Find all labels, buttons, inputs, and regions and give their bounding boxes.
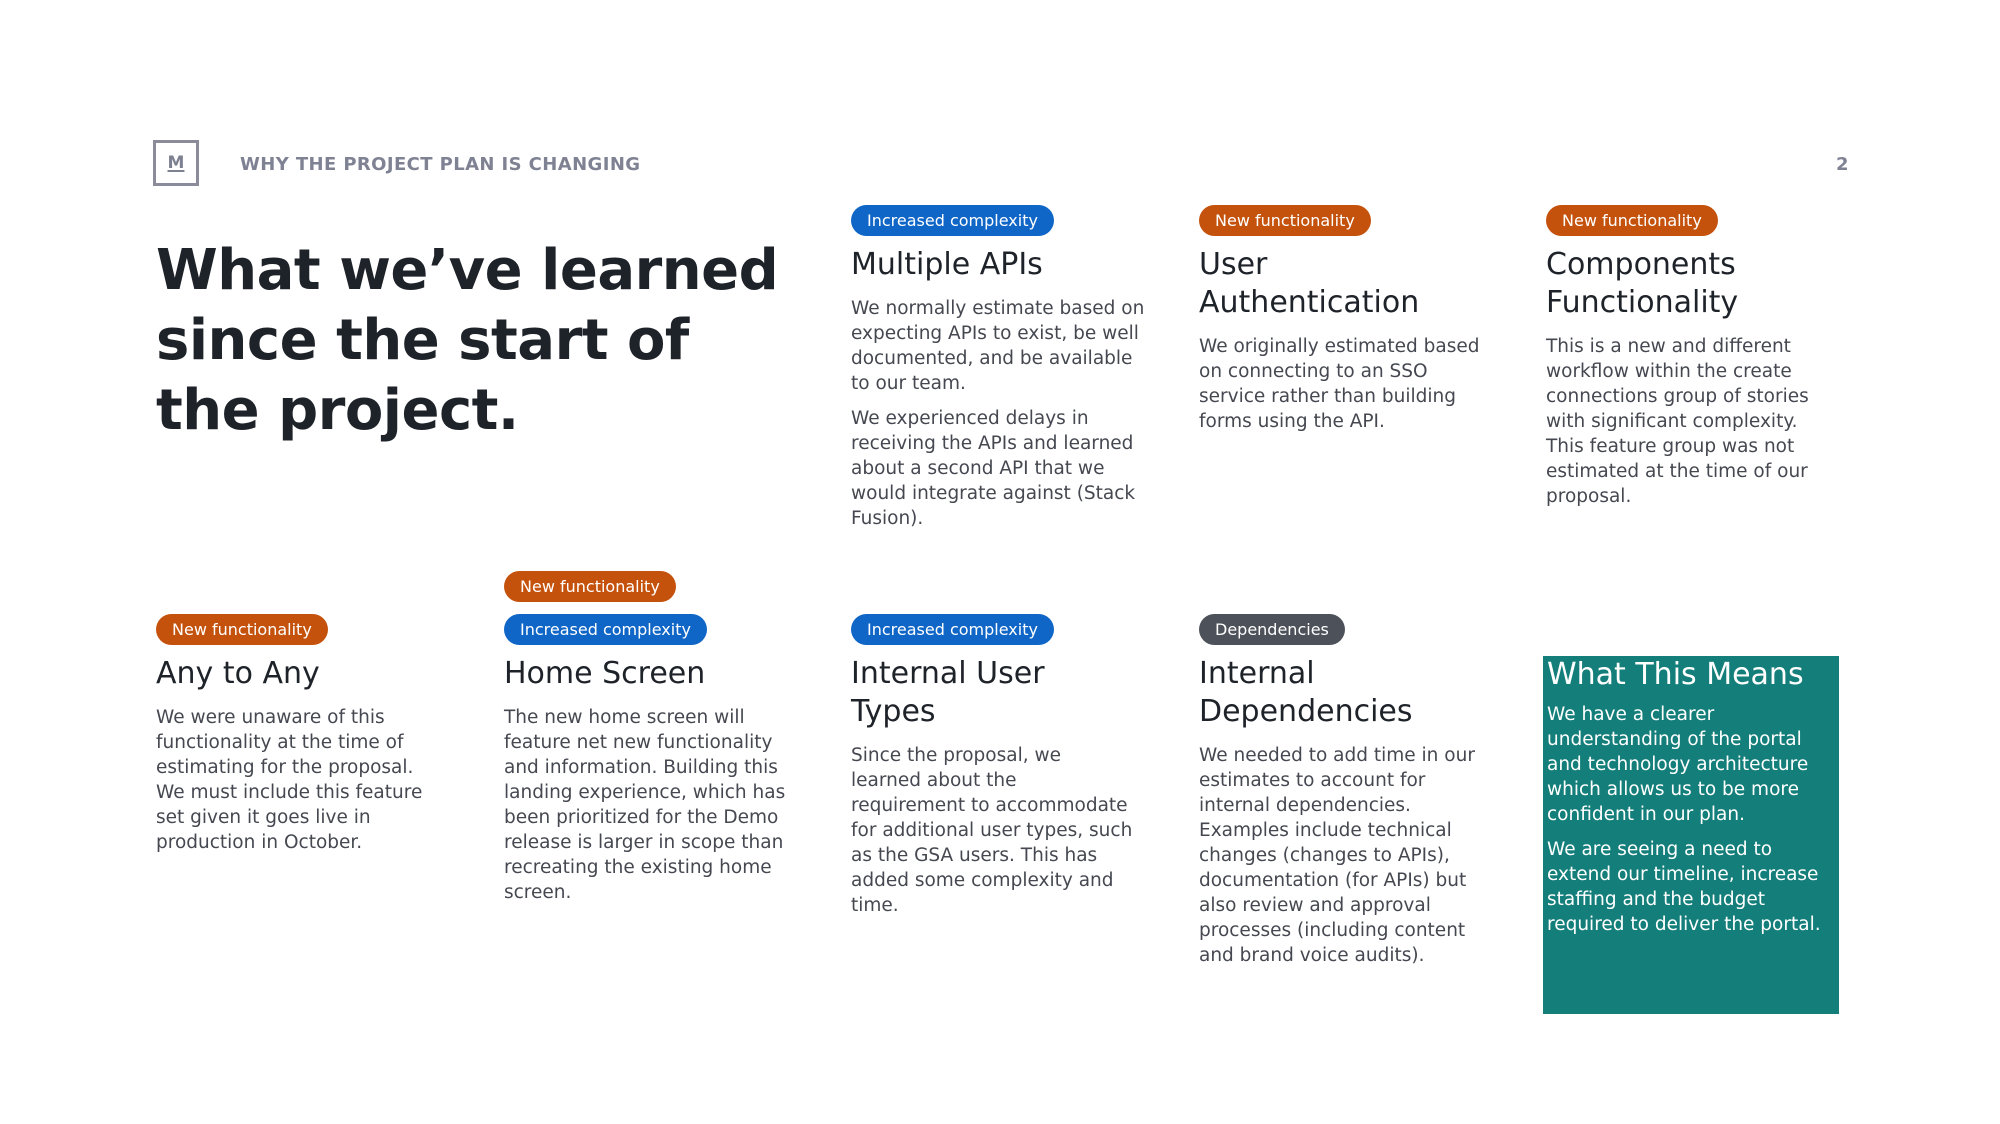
card-title: Components Functionality xyxy=(1546,247,1739,320)
card-internal-dependencies xyxy=(1199,620,1499,978)
card-tags xyxy=(504,571,707,645)
card-title: Internal Dependencies xyxy=(1199,656,1413,729)
card-tags xyxy=(1199,205,1371,236)
card-title: Any to Any xyxy=(156,656,320,691)
tag-increased-complexity: Increased complexity xyxy=(504,614,707,645)
tag-increased-complexity: Increased complexity xyxy=(851,614,1054,645)
brand-logo xyxy=(153,140,199,186)
card-paragraph: We normally estimate based on expecting APIs to exist, be well documented, and be available to our team. xyxy=(851,298,1145,394)
card-title: Multiple APIs xyxy=(851,247,1043,282)
summary-panel xyxy=(1543,656,1839,1014)
card-multiple-apis xyxy=(851,211,1146,541)
page-number: 2 xyxy=(1836,154,1849,175)
card-body xyxy=(851,296,1146,531)
card-body xyxy=(1199,743,1499,968)
card-body xyxy=(504,705,794,905)
card-paragraph: We needed to add time in our estimates to account for internal dependencies. Examples include technical changes (changes to APIs), documentation (for APIs) but also review and approval processes (including content and brand voice audits). xyxy=(1199,745,1475,966)
card-title: Home Screen xyxy=(504,656,706,691)
summary-paragraph: We are seeing a need to extend our timeline, increase staffing and the budget required to deliver the portal. xyxy=(1547,839,1821,935)
summary-title: What This Means xyxy=(1547,657,1804,692)
logo-letter: M xyxy=(167,153,185,173)
tag-increased-complexity: Increased complexity xyxy=(851,205,1054,236)
page-headline: What we’ve learned since the start of the project. xyxy=(156,238,779,443)
card-internal-user-types xyxy=(851,620,1136,928)
card-paragraph: The new home screen will feature net new functionality and information. Building this landing experience, which has been prioritized for the Demo release is larger in scope than recreating the existing home screen. xyxy=(504,707,786,903)
card-tags xyxy=(156,614,328,645)
tag-new-functionality: New functionality xyxy=(504,571,676,602)
card-user-authentication xyxy=(1199,211,1494,444)
section-title: WHY THE PROJECT PLAN IS CHANGING xyxy=(240,154,641,175)
card-body xyxy=(1546,334,1841,509)
card-components-functionality xyxy=(1546,211,1841,519)
card-title: User Authentication xyxy=(1199,247,1420,320)
card-body xyxy=(156,705,441,855)
card-home-screen xyxy=(504,577,794,915)
card-tags xyxy=(851,614,1054,645)
tag-new-functionality: New functionality xyxy=(1546,205,1718,236)
card-paragraph: We originally estimated based on connecting to an SSO service rather than building forms using the API. xyxy=(1199,336,1480,432)
summary-paragraph: We have a clearer understanding of the portal and technology architecture which allows us to be more confident in our plan. xyxy=(1547,704,1809,825)
card-body xyxy=(1199,334,1494,434)
card-paragraph: We experienced delays in receiving the APIs and learned about a second API that we would integrate against (Stack Fusion). xyxy=(851,408,1136,529)
card-paragraph: We were unaware of this functionality at the time of estimating for the proposal. We must include this feature set given it goes live in production in October. xyxy=(156,707,423,853)
tag-new-functionality: New functionality xyxy=(1199,205,1371,236)
card-tags xyxy=(1546,205,1718,236)
card-body xyxy=(851,743,1136,918)
tag-new-functionality: New functionality xyxy=(156,614,328,645)
card-any-to-any xyxy=(156,620,441,865)
tag-dependencies: Dependencies xyxy=(1199,614,1345,645)
card-paragraph: Since the proposal, we learned about the requirement to accommodate for additional user types, such as the GSA users. This has added some complexity and time. xyxy=(851,745,1133,916)
card-tags xyxy=(1199,614,1345,645)
card-tags xyxy=(851,205,1054,236)
card-paragraph: This is a new and different workflow within the create connections group of stories with significant complexity. This feature group was not estimated at the time of our proposal. xyxy=(1546,336,1809,507)
card-title: Internal User Types xyxy=(851,656,1045,729)
